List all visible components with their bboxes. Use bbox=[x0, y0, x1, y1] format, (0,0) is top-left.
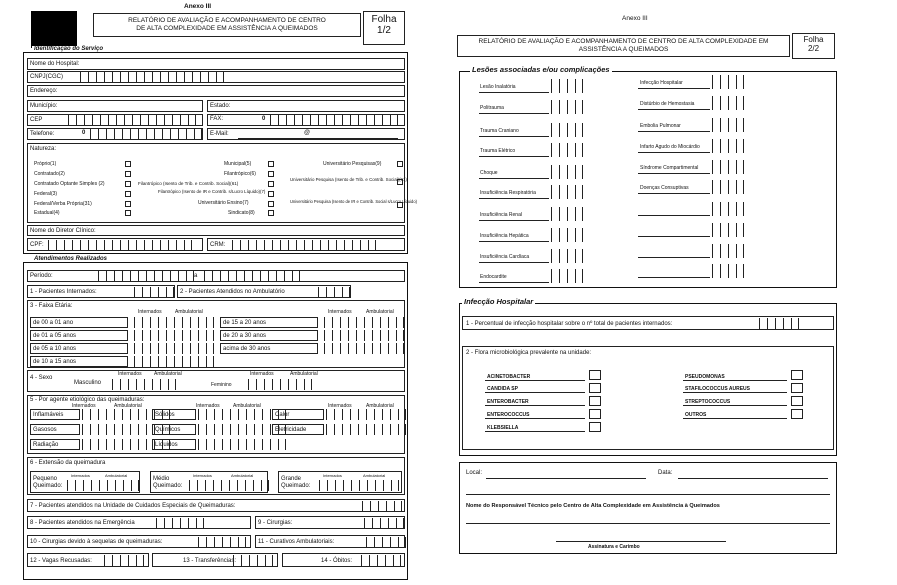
col-internados: Internados bbox=[138, 309, 162, 315]
fax-field[interactable] bbox=[207, 114, 405, 126]
faixa-cells[interactable] bbox=[324, 317, 404, 328]
item8-field[interactable] bbox=[27, 516, 251, 529]
nat-item: Sindicato(8) bbox=[228, 210, 255, 216]
lesao-cells[interactable] bbox=[712, 118, 744, 132]
col-internados: Internados bbox=[328, 403, 352, 409]
tel-zero: 0 bbox=[82, 130, 86, 136]
lesao-label: Distúrbio de Hemostasia bbox=[640, 101, 695, 107]
flora-label: PSEUDOMONAS bbox=[685, 374, 725, 380]
item11-field[interactable] bbox=[255, 535, 405, 548]
nat-item: Contratado(2) bbox=[34, 171, 65, 177]
faixa-label: de 15 a 20 anos bbox=[223, 320, 267, 326]
flora-label: KLEBSIELLA bbox=[487, 425, 519, 431]
item12-label: 12 - Vagas Recusadas: bbox=[30, 558, 92, 564]
faixa-label: de 05 a 10 anos bbox=[33, 346, 77, 352]
masculino-label: Masculino bbox=[74, 380, 102, 386]
flora-checkbox[interactable] bbox=[589, 383, 601, 393]
nat-checkbox[interactable] bbox=[125, 210, 131, 216]
nat-item: Federal/Verba Própria(31) bbox=[34, 201, 92, 207]
telefone-label: Telefone: bbox=[30, 131, 55, 137]
agente-label: Químicos bbox=[155, 427, 181, 433]
header-title: RELATÓRIO DE AVALIAÇÃO E ACOMPANHAMENTO DE CENTRO DE ALTA COMPLEXIDADE EM ASSISTÊNCIA A QUEIMADOS bbox=[478, 38, 769, 53]
lesao-label: Lesão Inalatória bbox=[480, 84, 516, 90]
lesao-cells[interactable] bbox=[712, 180, 744, 194]
data-line[interactable] bbox=[678, 478, 828, 479]
flora-checkbox[interactable] bbox=[791, 396, 803, 406]
telefone-cells[interactable] bbox=[90, 129, 202, 140]
lesao-cells[interactable] bbox=[551, 79, 583, 93]
cpf-cells[interactable] bbox=[48, 240, 192, 251]
lesao-cells[interactable] bbox=[712, 160, 744, 174]
item12-field[interactable] bbox=[27, 553, 149, 567]
lesao-cells[interactable] bbox=[712, 139, 744, 153]
item12-cells[interactable] bbox=[104, 555, 144, 566]
flora-checkbox[interactable] bbox=[589, 409, 601, 419]
flora-checkbox[interactable] bbox=[791, 409, 803, 419]
flora-checkbox[interactable] bbox=[589, 370, 601, 380]
faixa-label: de 20 a 30 anos bbox=[223, 333, 267, 339]
cnpj-field[interactable] bbox=[27, 71, 405, 83]
item2-label: 2 - Pacientes Atendidos no Ambulatório bbox=[180, 289, 285, 295]
faixa-cells[interactable] bbox=[324, 330, 404, 341]
flora-checkbox[interactable] bbox=[791, 370, 803, 380]
crm-cells[interactable] bbox=[232, 240, 376, 251]
identificacao-title: Identificação do Serviço bbox=[34, 46, 104, 52]
col-ambulatorial: Ambulatorial bbox=[105, 473, 128, 478]
flora-label: CANDIDA SP bbox=[487, 386, 518, 392]
lesao-cells[interactable] bbox=[712, 223, 744, 237]
percentual-field[interactable] bbox=[462, 316, 834, 330]
email-field[interactable] bbox=[207, 128, 405, 140]
endereco-field[interactable] bbox=[27, 85, 405, 97]
agente-label: Gasosos bbox=[33, 427, 57, 433]
col-ambulatorial: Ambulatorial bbox=[154, 371, 182, 377]
col-internados: Internados bbox=[72, 403, 96, 409]
agente-label: Inflamáveis bbox=[33, 412, 64, 418]
lesao-label: Insuficiência Hepática bbox=[480, 233, 529, 239]
lesao-label: Politrauma bbox=[480, 105, 504, 111]
folha-label: Folha bbox=[803, 35, 824, 44]
agente-label: Eletricidade bbox=[275, 427, 307, 433]
nat-item: Filantrópico(6) bbox=[224, 171, 256, 177]
item10-cells[interactable] bbox=[198, 537, 246, 548]
nat-checkbox[interactable] bbox=[268, 191, 274, 197]
faixa-label: de 10 a 15 anos bbox=[33, 359, 77, 365]
cep-field[interactable] bbox=[27, 114, 203, 126]
item10-field[interactable] bbox=[27, 535, 251, 548]
item4-label: 4 - Sexo bbox=[30, 375, 53, 381]
lesao-label: Insuficiência Respiratória bbox=[480, 190, 536, 196]
nat-item: Universitário Pesquisas(9) bbox=[323, 161, 382, 167]
folha-number: 2/2 bbox=[807, 44, 820, 53]
local-label: Local: bbox=[466, 470, 483, 476]
agente-row bbox=[30, 409, 80, 420]
faixa-row bbox=[220, 343, 318, 354]
medio-cells[interactable] bbox=[189, 480, 269, 491]
col-internados: Internados bbox=[118, 371, 142, 377]
nat-item: Universitário Ensino(7) bbox=[198, 200, 249, 206]
item14-field[interactable] bbox=[282, 553, 405, 567]
folha-number: 1/2 bbox=[377, 25, 391, 36]
folha-label: Folha bbox=[371, 14, 397, 25]
col-internados: Internados bbox=[323, 473, 342, 478]
estado-field[interactable] bbox=[207, 100, 405, 112]
agente-cells[interactable] bbox=[326, 424, 406, 435]
infeccao-title: Infecção Hospitalar bbox=[464, 297, 534, 306]
lesao-cells[interactable] bbox=[551, 249, 583, 263]
item9-cells[interactable] bbox=[364, 518, 404, 529]
pequeno-cells[interactable] bbox=[67, 480, 139, 491]
agente-label: Radiação bbox=[33, 442, 59, 448]
item7-field[interactable] bbox=[27, 499, 405, 512]
lesao-cells[interactable] bbox=[551, 269, 583, 283]
col-ambulatorial: Ambulatorial bbox=[114, 403, 142, 409]
lesao-cells[interactable] bbox=[551, 185, 583, 199]
periodo-a: a bbox=[194, 273, 198, 279]
col-internados: Internados bbox=[328, 309, 352, 315]
nat-item: Federal(3) bbox=[34, 191, 58, 197]
lesao-cells[interactable] bbox=[551, 123, 583, 137]
responsavel-label: Nome do Responsável Técnico pelo Centro de Alta Complexidade em Assistência à Queimados bbox=[466, 503, 720, 509]
grande-cells[interactable] bbox=[319, 480, 399, 491]
faixa-label: de 01 a 05 anos bbox=[33, 333, 77, 339]
lesao-label: Embolia Pulmonar bbox=[640, 123, 681, 129]
lesao-cells[interactable] bbox=[551, 228, 583, 242]
email-label: E-Mail: bbox=[210, 131, 229, 137]
item13-field[interactable] bbox=[152, 553, 278, 567]
faixa-row bbox=[220, 317, 318, 328]
local-line[interactable] bbox=[486, 478, 646, 479]
item11-label: 11 - Curativos Ambulatoriais: bbox=[258, 539, 335, 545]
annex-label: Anexo III bbox=[184, 3, 212, 10]
col-ambulatorial: Ambulatorial bbox=[231, 473, 254, 478]
lesao-label: Síndrome Compartimental bbox=[640, 165, 699, 171]
medio-label: Médio Queimado: bbox=[153, 476, 183, 489]
telefone-field[interactable] bbox=[27, 128, 203, 140]
nat-checkbox[interactable] bbox=[268, 210, 274, 216]
flora-label: ACINETOBACTER bbox=[487, 374, 531, 380]
faixa-row bbox=[30, 343, 128, 354]
item2-cells[interactable] bbox=[318, 287, 350, 298]
nat-checkbox[interactable] bbox=[125, 181, 131, 187]
agente-label: Líquidos bbox=[155, 442, 178, 448]
lesao-label: Insuficiência Cardíaca bbox=[480, 254, 530, 260]
lesao-label: Infecção Hospitalar bbox=[640, 80, 683, 86]
col-internados: Internados bbox=[71, 473, 90, 478]
faixa-row bbox=[220, 330, 318, 341]
cnpj-cells[interactable] bbox=[80, 72, 224, 83]
folha-box bbox=[792, 33, 835, 59]
annex-label: Anexo III bbox=[622, 15, 648, 22]
item13-label: 13 - Transferências: bbox=[183, 558, 237, 564]
email-line bbox=[238, 138, 398, 139]
faixa-cells[interactable] bbox=[324, 343, 404, 354]
faixa-cells[interactable] bbox=[134, 343, 214, 354]
nat-checkbox[interactable] bbox=[125, 161, 131, 167]
item3-label: 3 - Faixa Etária: bbox=[30, 303, 73, 309]
faixa-row bbox=[30, 330, 128, 341]
item13-cells[interactable] bbox=[233, 555, 273, 566]
assinatura-section bbox=[459, 462, 837, 554]
item8-cells[interactable] bbox=[156, 518, 204, 529]
faixa-cells[interactable] bbox=[134, 330, 214, 341]
nat-checkbox[interactable] bbox=[125, 171, 131, 177]
logo-block bbox=[31, 11, 77, 48]
agente-row bbox=[152, 424, 196, 435]
diretor-field[interactable] bbox=[27, 225, 405, 236]
divider bbox=[466, 494, 830, 495]
crm-label: CRM: bbox=[210, 242, 226, 248]
agente-label: Sólidos bbox=[155, 412, 175, 418]
cep-cells[interactable] bbox=[68, 115, 196, 126]
item11-cells[interactable] bbox=[366, 537, 406, 548]
percentual-cells[interactable] bbox=[759, 318, 799, 329]
agente-row bbox=[272, 424, 324, 435]
nat-item: Próprio(1) bbox=[34, 161, 57, 167]
header-title: RELATÓRIO DE AVALIAÇÃO E ACOMPANHAMENTO DE CENTRO DE ALTA COMPLEXIDADE EM ASSISTÊNCIA A QUEIMADOS bbox=[128, 17, 326, 32]
item8-label: 8 - Pacientes atendidos na Emergência bbox=[30, 520, 135, 526]
atendimentos-title: Atendimentos Realizados bbox=[34, 256, 108, 262]
periodo-inicio-cells[interactable] bbox=[98, 271, 194, 282]
nat-item: Filantrópico (Isento de Trib. e Contrib. Social)(61) bbox=[138, 181, 239, 186]
diretor-label: Nome do Diretor Clínico: bbox=[30, 228, 96, 234]
item9-field[interactable] bbox=[255, 516, 405, 529]
pequeno-label: Pequeno Queimado: bbox=[33, 476, 63, 489]
nat-checkbox[interactable] bbox=[125, 191, 131, 197]
pequeno-row bbox=[30, 471, 140, 493]
masculino-cells[interactable] bbox=[112, 379, 176, 390]
agentes-box bbox=[27, 395, 405, 454]
nome-hospital-label: Nome do Hospital: bbox=[30, 61, 80, 67]
lesao-cells[interactable] bbox=[551, 100, 583, 114]
col-ambulatorial: Ambulatorial bbox=[363, 473, 386, 478]
nat-checkbox[interactable] bbox=[268, 181, 274, 187]
item14-cells[interactable] bbox=[361, 555, 401, 566]
faixa-row bbox=[30, 317, 128, 328]
nat-item: Universitário Pesquisa (Isento de IR e Contrib. Social s/Lucro Líquido) bbox=[290, 199, 417, 204]
header-box bbox=[93, 13, 361, 37]
lesao-label: Choque bbox=[480, 170, 498, 176]
endereco-label: Endereço: bbox=[30, 88, 58, 94]
natureza-box bbox=[27, 143, 417, 223]
natureza-label: Natureza: bbox=[30, 146, 57, 152]
lesao-label: Endocardite bbox=[480, 274, 507, 280]
faixa-cells[interactable] bbox=[134, 317, 214, 328]
item7-label: 7 - Pacientes atendidos na Unidade de Cuidados Especiais de Queimaduras: bbox=[30, 503, 236, 509]
flora-label: OUTROS bbox=[685, 412, 707, 418]
data-label: Data: bbox=[658, 470, 673, 476]
inf-item1-label: 1 - Percentual de infecção hospitalar sobre o nº total de pacientes internados: bbox=[466, 321, 673, 327]
lesao-cells[interactable] bbox=[551, 143, 583, 157]
medio-row bbox=[150, 471, 268, 493]
lesao-label: Trauma Craniano bbox=[480, 128, 519, 134]
flora-label: STAFILOCOCCUS AUREUS bbox=[685, 386, 750, 392]
flora-box bbox=[462, 346, 834, 450]
email-at: @ bbox=[304, 130, 311, 136]
nat-item: Universitário Pesquisa (Isento de Trib. e Contrib. Social)(91) bbox=[290, 177, 407, 182]
lesao-label: Infarto Agudo do Miocárdio bbox=[640, 144, 700, 150]
agente-cells[interactable] bbox=[326, 409, 406, 420]
periodo-label: Período: bbox=[30, 273, 53, 279]
item1-field[interactable] bbox=[27, 285, 175, 298]
col-internados: Internados bbox=[193, 473, 212, 478]
nat-item: Estadual(4) bbox=[34, 210, 60, 216]
flora-label: ENTEROCOCCUS bbox=[487, 412, 530, 418]
flora-checkbox[interactable] bbox=[589, 422, 601, 432]
lesao-label: Trauma Elétrico bbox=[480, 148, 516, 154]
col-internados: Internados bbox=[196, 403, 220, 409]
lesao-cells[interactable] bbox=[712, 96, 744, 110]
lesao-label: Doenças Consuptivas bbox=[640, 185, 689, 191]
sexo-box bbox=[27, 370, 405, 392]
item9-label: 9 - Cirurgias: bbox=[258, 520, 293, 526]
signature-line[interactable] bbox=[556, 541, 726, 542]
flora-checkbox[interactable] bbox=[791, 383, 803, 393]
agente-row bbox=[152, 439, 196, 450]
inf-item2-label: 2 - Flora microbiológica prevalente na unidade: bbox=[466, 350, 592, 356]
item14-label: 14 - Óbitos: bbox=[321, 558, 353, 564]
nat-item: Contratado Optante Simples (2) bbox=[34, 181, 105, 187]
nat-item: Filantrópico (Isento de IR e Contrib. s/Lucro Líquido)(7) bbox=[158, 189, 266, 194]
lesao-cells[interactable] bbox=[712, 202, 744, 216]
periodo-fim-cells[interactable] bbox=[204, 271, 300, 282]
grande-label: Grande Queimado: bbox=[281, 476, 311, 489]
nat-checkbox[interactable] bbox=[397, 202, 403, 208]
lesao-label: Insuficiência Renal bbox=[480, 212, 522, 218]
item1-label: 1 - Pacientes Internados: bbox=[30, 289, 97, 295]
fax-cells[interactable] bbox=[270, 115, 398, 126]
fax-zero: 0 bbox=[262, 116, 266, 122]
col-ambulatorial: Ambulatorial bbox=[366, 403, 394, 409]
nat-checkbox[interactable] bbox=[268, 171, 274, 177]
col-ambulatorial: Ambulatorial bbox=[366, 309, 394, 315]
nat-checkbox[interactable] bbox=[268, 161, 274, 167]
lesao-cells[interactable] bbox=[712, 264, 744, 278]
nat-checkbox[interactable] bbox=[397, 179, 403, 185]
item2-field[interactable] bbox=[177, 285, 351, 298]
agente-cells[interactable] bbox=[198, 439, 286, 450]
nat-item: Municipal(5) bbox=[224, 161, 252, 167]
municipio-label: Município: bbox=[30, 103, 58, 109]
nat-checkbox[interactable] bbox=[125, 201, 131, 207]
estado-label: Estado: bbox=[210, 103, 231, 109]
flora-label: ENTEROBACTER bbox=[487, 399, 529, 405]
item6-label: 6 - Extensão da queimadura bbox=[30, 460, 106, 466]
faixa-etaria-box bbox=[27, 300, 405, 368]
agente-row bbox=[30, 439, 80, 450]
grande-row bbox=[278, 471, 402, 493]
municipio-field[interactable] bbox=[27, 100, 203, 112]
col-ambulatorial: Ambulatorial bbox=[175, 309, 203, 315]
folha-box bbox=[363, 11, 405, 45]
item7-cells[interactable] bbox=[362, 501, 402, 512]
lesao-cells[interactable] bbox=[551, 207, 583, 221]
agente-row bbox=[30, 424, 80, 435]
col-ambulatorial: Ambulatorial bbox=[233, 403, 261, 409]
feminino-cells[interactable] bbox=[248, 379, 312, 390]
faixa-cells[interactable] bbox=[134, 356, 214, 367]
agente-row bbox=[272, 409, 324, 420]
item5-label: 5 - Por agente etiológico das queimaduras: bbox=[30, 397, 145, 403]
agente-row bbox=[152, 409, 196, 420]
responsavel-line[interactable] bbox=[466, 523, 830, 524]
col-internados: Internados bbox=[250, 371, 274, 377]
header-box bbox=[457, 35, 790, 57]
item1-cells[interactable] bbox=[134, 287, 174, 298]
lesoes-title: Lesões associadas e/ou complicações bbox=[472, 65, 610, 74]
feminino-label: Feminino bbox=[211, 382, 232, 388]
item10-label: 10 - Cirurgias devido à sequelas de queimaduras: bbox=[30, 539, 163, 545]
extensao-box bbox=[27, 457, 405, 495]
col-ambulatorial: Ambulatorial bbox=[290, 371, 318, 377]
flora-label: STREPTOCOCCUS bbox=[685, 399, 731, 405]
nat-checkbox[interactable] bbox=[397, 161, 403, 167]
nome-hospital-field[interactable] bbox=[27, 58, 405, 70]
flora-checkbox[interactable] bbox=[589, 396, 601, 406]
lesao-cells[interactable] bbox=[712, 75, 744, 89]
assinatura-label: Assinatura e Carimbo bbox=[588, 544, 640, 550]
faixa-label: acima de 30 anos bbox=[223, 346, 271, 352]
faixa-row bbox=[30, 356, 128, 367]
nat-checkbox[interactable] bbox=[268, 201, 274, 207]
cpf-field[interactable] bbox=[27, 238, 203, 251]
cnpj-label: CNPJ(CGC) bbox=[30, 74, 63, 80]
fax-label: FAX: bbox=[210, 116, 224, 122]
cpf-label: CPF: bbox=[30, 242, 44, 248]
agente-label: Calor bbox=[275, 412, 290, 418]
cep-label: CEP bbox=[30, 117, 43, 123]
lesao-cells[interactable] bbox=[712, 244, 744, 258]
crm-field[interactable] bbox=[207, 238, 405, 251]
periodo-field[interactable] bbox=[27, 270, 405, 282]
lesao-cells[interactable] bbox=[551, 165, 583, 179]
faixa-label: de 00 a 01 ano bbox=[33, 320, 74, 326]
